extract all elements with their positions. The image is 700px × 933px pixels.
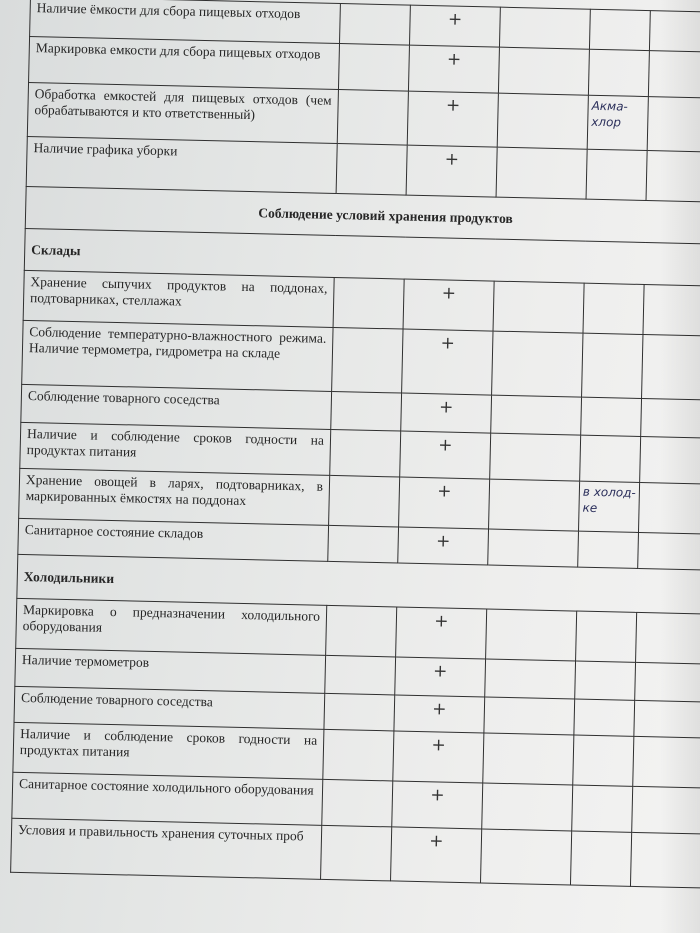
empty-cell	[480, 829, 571, 885]
section-title: Соблюдение условий хранения продуктов	[25, 186, 700, 244]
empty-cell	[336, 144, 407, 196]
empty-cell	[482, 783, 573, 831]
handwritten-note	[582, 333, 643, 398]
empty-cell	[638, 532, 700, 570]
handwritten-note	[573, 735, 634, 786]
handwritten-note	[586, 149, 647, 200]
empty-cell	[338, 44, 409, 92]
empty-cell	[324, 693, 395, 731]
subsection-warehouses: Склады	[24, 228, 700, 286]
mark-plus: +	[398, 527, 489, 565]
criterion-text: Наличие и соблюдение сроков годности на продуктах питания	[13, 722, 324, 779]
mark-plus: +	[391, 827, 482, 883]
empty-cell	[496, 147, 587, 199]
empty-cell	[331, 391, 402, 431]
criterion-text: Наличие и соблюдение сроков годности на продуктах питания	[20, 422, 331, 475]
empty-cell	[337, 90, 408, 146]
empty-cell	[493, 281, 584, 333]
empty-cell	[646, 151, 700, 203]
empty-cell	[332, 327, 403, 393]
mark-plus: +	[408, 45, 499, 93]
handwritten-note	[578, 531, 639, 568]
empty-cell	[630, 832, 700, 888]
criterion-text: Условия и правильность хранения суточных проб	[11, 818, 322, 879]
empty-cell	[492, 331, 583, 397]
empty-cell	[635, 662, 700, 702]
criterion-text: Маркировка емкости для сбора пищевых отходов	[29, 37, 340, 90]
empty-cell	[498, 47, 589, 95]
inspection-checklist-table	[10, 0, 700, 889]
subsection-fridges: Холодильники	[17, 554, 700, 614]
empty-cell	[486, 609, 577, 661]
mark-plus: +	[395, 657, 486, 697]
empty-cell	[488, 529, 579, 567]
mark-plus: +	[407, 91, 498, 147]
empty-cell	[499, 7, 590, 49]
handwritten-note	[581, 397, 642, 436]
empty-cell	[325, 655, 396, 695]
handwritten-note	[570, 831, 631, 886]
handwritten-note	[580, 435, 641, 482]
handwritten-note: Акма-хлор	[587, 95, 648, 150]
handwritten-note	[588, 49, 649, 96]
criterion-text: Наличие ёмкости для сбора пищевых отходов	[30, 0, 341, 44]
mark-plus: +	[403, 279, 494, 331]
handwritten-note	[583, 283, 644, 334]
empty-cell	[333, 277, 404, 329]
empty-cell	[636, 612, 700, 664]
empty-cell	[497, 93, 588, 149]
empty-cell	[329, 475, 400, 527]
empty-cell	[638, 482, 700, 534]
criterion-text: Санитарное состояние холодильного оборудования	[12, 772, 323, 825]
handwritten-note	[574, 699, 635, 736]
criterion-text: Соблюдение товарного соседства	[21, 384, 332, 429]
criterion-text: Наличие термометров	[15, 648, 326, 693]
mark-plus: +	[400, 431, 491, 479]
mark-plus: +	[392, 781, 483, 829]
mark-plus: +	[402, 329, 493, 395]
handwritten-note	[589, 9, 650, 50]
empty-cell	[323, 729, 394, 781]
empty-cell	[649, 11, 700, 53]
empty-cell	[340, 4, 411, 46]
criterion-text: Обработка емкостей для пищевых отходов (чем обрабатываются и кто ответственный)	[27, 82, 338, 143]
criterion-text: Санитарное состояние складов	[18, 518, 329, 561]
empty-cell	[330, 429, 401, 477]
empty-cell	[648, 51, 700, 99]
empty-cell	[643, 285, 700, 337]
criterion-text: Соблюдение товарного соседства	[14, 686, 325, 729]
empty-cell	[640, 436, 700, 484]
empty-cell	[322, 779, 393, 827]
empty-cell	[641, 398, 700, 438]
handwritten-note	[575, 661, 636, 700]
criterion-text: Хранение овощей в ларях, подтоварниках, в маркированных ёмкостях на поддонах	[19, 468, 330, 525]
empty-cell	[491, 395, 582, 435]
mark-plus: +	[393, 731, 484, 783]
empty-cell	[321, 825, 392, 881]
empty-cell	[633, 736, 700, 788]
empty-cell	[328, 525, 399, 563]
mark-plus: +	[401, 393, 492, 433]
empty-cell	[490, 433, 581, 481]
empty-cell	[326, 605, 397, 657]
criterion-text: Соблюдение температурно-влажностного режима. Наличие термометра, гидрометра на складе	[22, 320, 333, 391]
handwritten-note	[572, 785, 633, 832]
mark-plus: +	[406, 145, 497, 197]
criterion-text: Наличие графика уборки	[26, 136, 337, 193]
criterion-text: Маркировка о предназначении холодильного оборудования	[16, 598, 327, 655]
empty-cell	[634, 700, 700, 738]
empty-cell	[485, 659, 576, 699]
handwritten-note	[576, 611, 637, 662]
mark-plus: +	[409, 5, 500, 47]
mark-plus: +	[394, 695, 485, 733]
empty-cell	[632, 786, 700, 834]
criterion-text: Хранение сыпучих продуктов на поддонах, подтоварниках, стеллажах	[23, 270, 334, 327]
mark-plus: +	[399, 477, 490, 529]
handwritten-note: в холод-ке	[579, 481, 640, 532]
empty-cell	[642, 334, 700, 400]
empty-cell	[484, 697, 575, 735]
empty-cell	[647, 97, 700, 153]
empty-cell	[489, 479, 580, 531]
empty-cell	[483, 733, 574, 785]
mark-plus: +	[396, 607, 487, 659]
